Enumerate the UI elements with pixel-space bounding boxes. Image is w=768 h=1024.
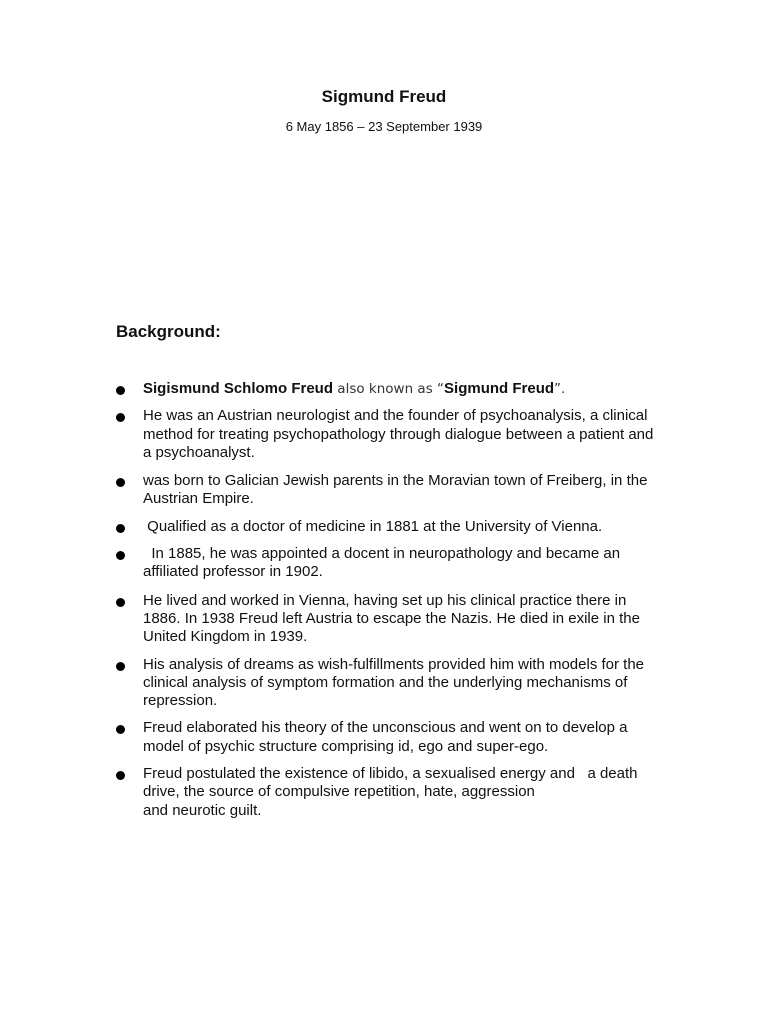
bullet-icon bbox=[116, 524, 125, 533]
bullet-icon bbox=[116, 725, 125, 734]
bullet-item bbox=[116, 656, 656, 711]
bullet-item bbox=[116, 719, 656, 756]
bullet-icon bbox=[116, 551, 125, 560]
section-heading-background: Background: bbox=[116, 322, 221, 341]
bullet-text: In 1885, he was appointed a docent in neuropathology and became an affiliated professor in 1902. bbox=[143, 545, 625, 581]
bullet-item bbox=[116, 545, 656, 582]
life-dates: 6 May 1856 – 23 September 1939 bbox=[285, 119, 483, 134]
bullet-item bbox=[116, 472, 656, 509]
closing-quote: ”. bbox=[554, 381, 566, 397]
bullet-item bbox=[116, 380, 656, 398]
bullet-icon bbox=[116, 662, 125, 671]
bullet-text: was born to Galician Jewish parents in the Moravian town of Freiberg, in the Austrian Empire. bbox=[143, 472, 648, 508]
bullet-item bbox=[116, 765, 656, 820]
bullet-text: He lived and worked in Vienna, having set up his clinical practice there in 1886. In 1938 Freud left Austria to escape the Nazis. He died in exile in the United Kingdom in 1939. bbox=[143, 591, 640, 646]
document-title: Sigmund Freud bbox=[321, 87, 447, 106]
bullet-text: Freud elaborated his theory of the unconscious and went on to develop a model of psychic structure comprising id, ego and super-ego. bbox=[143, 719, 628, 755]
bullet-text: Qualified as a doctor of medicine in 1881 at the University of Vienna. bbox=[143, 517, 603, 535]
background-bullet-list bbox=[116, 380, 656, 820]
bullet-line: Freud postulated the existence of libido, a sexualised energy and a death bbox=[143, 765, 638, 783]
bullet-text bbox=[143, 380, 565, 397]
bullet-item bbox=[116, 518, 656, 536]
bullet-item bbox=[116, 592, 656, 647]
bullet-icon bbox=[116, 386, 125, 395]
alias-name: Sigmund Freud bbox=[444, 380, 555, 397]
bullet-icon bbox=[116, 771, 125, 780]
bullet-line: and neurotic guilt. bbox=[143, 801, 262, 819]
birth-name: Sigismund Schlomo Freud bbox=[143, 380, 334, 397]
bullet-item bbox=[116, 407, 656, 462]
bullet-text: He was an Austrian neurologist and the founder of psychoanalysis, a clinical method for treating psychopathology through dialogue between a patient and a psychoanalyst. bbox=[143, 407, 654, 461]
bullet-line: drive, the source of compulsive repetition, hate, aggression bbox=[143, 783, 535, 801]
bullet-icon bbox=[116, 413, 125, 422]
bullet-text: His analysis of dreams as wish-fulfillments provided him with models for the clinical analysis of symptom formation and the underlying mechanisms of repression. bbox=[143, 655, 645, 710]
bullet-icon bbox=[116, 478, 125, 487]
also-known-as-text: also known as “ bbox=[333, 381, 445, 397]
bullet-icon bbox=[116, 598, 125, 607]
bullet-text bbox=[143, 765, 656, 820]
